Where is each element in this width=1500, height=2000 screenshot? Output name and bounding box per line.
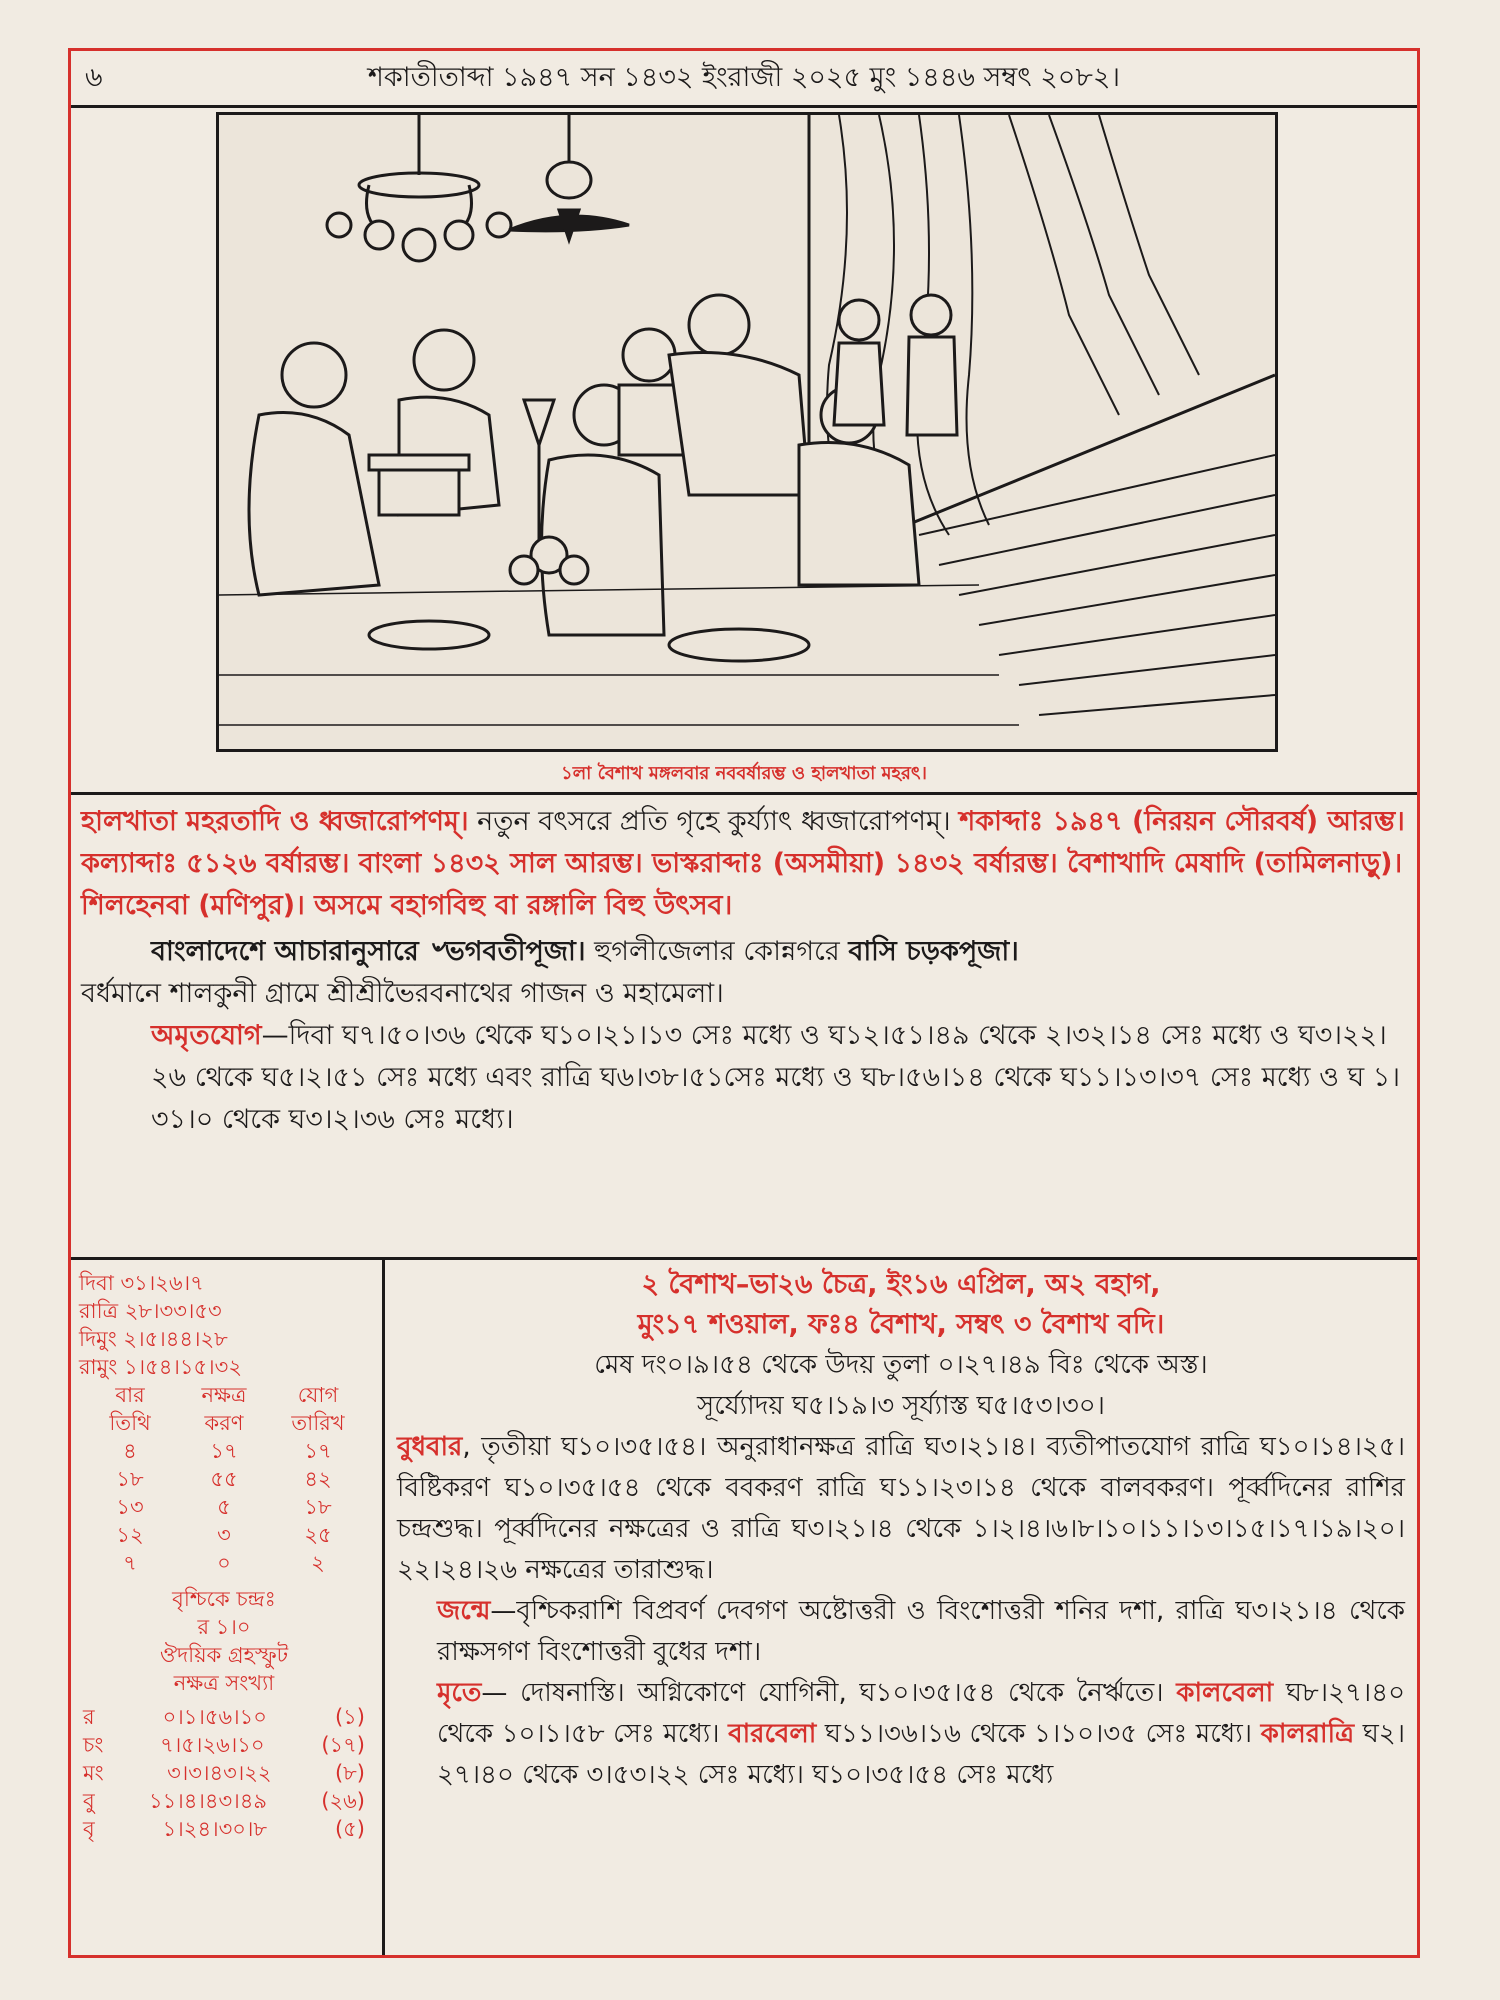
graha-position: ০।১।৫৬।১০ <box>162 1705 267 1729</box>
barbela-text: ঘ১১।৩৬।১৬ থেকে ১।১০।৩৫ সেঃ মধ্যে। <box>816 1719 1261 1749</box>
table-row <box>79 1521 369 1549</box>
era-line: শকাতীতাব্দা ১৯৪৭ সন ১৪৩২ ইংরাজী ২০২৫ মুং ১৪৪৬ সম্বৎ ২০৮২। <box>367 62 1121 93</box>
graha-row <box>79 1731 369 1759</box>
table-cell: ৪ <box>123 1439 137 1463</box>
graha-symbol: বৃ <box>83 1817 95 1841</box>
page-number: ৬ <box>85 62 103 93</box>
table-row <box>79 1549 369 1577</box>
day-details <box>397 1265 1405 1796</box>
graha-nakshatra: (২৬) <box>321 1789 365 1813</box>
amrit-yog-text: —দিবা ঘ৭।৫০।৩৬ থেকে ঘ১০।২১।১৩ সেঃ মধ্যে ও ঘ১২।৫১।৪৯ থেকে ২।৩২।১৪ সেঃ মধ্যে ও ঘ৩।২২।২৬ থেকে ঘ৫।২।৫১ সেঃ মধ্যে এবং রাত্রি ঘ৬।৩৮।৫১সেঃ মধ্যে ও ঘ৮।৫৬।১৪ থেকে ঘ১১।১৩।৩৭ সেঃ মধ্যে ও ঘ ১।৩১।০ থেকে ঘ৩।২।৩৬ সেঃ মধ্যে। <box>151 1020 1400 1135</box>
weekday-paragraph <box>397 1427 1405 1591</box>
table-header-2 <box>79 1409 369 1437</box>
graha-nakshatra: (৮) <box>334 1761 365 1785</box>
graha-position: ৩।৩।৪৩।২২ <box>167 1761 272 1785</box>
graha-position: ১১।৪।৪৩।৪৯ <box>149 1789 267 1813</box>
graha-nakshatra: (১৭) <box>321 1733 365 1757</box>
table-cell: ৭ <box>123 1551 137 1575</box>
table-row <box>79 1493 369 1521</box>
table-cell: ৩ <box>217 1523 231 1547</box>
dimung: দিমুং ২।৫।৪৪।২৮ <box>79 1327 228 1351</box>
chandra-label: বৃশ্চিকে চন্দ্রঃ <box>172 1587 276 1611</box>
table-cell: ০ <box>217 1551 231 1575</box>
graha-nakshatra: (১) <box>334 1705 365 1729</box>
sunrise-line: সূর্য্যোদয় ঘ৫।১৯।৩ সূর্য্যাস্ত ঘ৫।৫৩।৩০। <box>697 1391 1105 1421</box>
graha-label: ঔদয়িক গ্রহস্ফুট <box>159 1643 289 1667</box>
page-frame <box>68 48 1420 1958</box>
section-divider <box>71 1257 1417 1260</box>
header-yog: যোগ <box>297 1383 339 1407</box>
hooghly-text: হুগলীজেলার কোন্নগরে <box>585 936 849 967</box>
halkhata-heading: হালখাতা মহরতাদি ও ধ্বজারোপণম্। <box>81 806 469 837</box>
gajan-paragraph: বর্ধমানে শালকুনী গ্রামে শ্রীশ্রীভৈরবনাথের গাজন ও মহামেলা। <box>81 978 724 1009</box>
graha-row <box>79 1703 369 1731</box>
halkhata-paragraph <box>81 801 1407 927</box>
table-header-1 <box>79 1381 369 1409</box>
graha-position: ১।২৪।৩০।৮ <box>162 1817 268 1841</box>
page-header <box>71 51 1417 108</box>
halkhata-text: নতুন বৎসরে প্রতি গৃহে কুর্য্যাৎ ধ্বজারোপণম্। <box>468 806 951 837</box>
weekday-text: , তৃতীয়া ঘ১০।৩৫।৫৪। অনুরাধানক্ষত্র রাত্রি ঘ৩।২১।৪। ব্যতীপাতযোগ রাত্রি ঘ১০।১৪।২৫। বিষ্টিকরণ ঘ১০।৩৫।৫৪ থেকে ববকরণ রাত্রি ঘ১১।২৩।১৪ থেকে বালবকরণ। পূর্ব্বদিনের রাশির চন্দ্রশুদ্ধ। পূর্ব্বদিনের নক্ষত্রের ও রাত্রি ঘ৩।২১।৪ থেকে ১।২।৪।৬।৮।১০।১১।১৩।১৫।১৭।১৯।২০।২২।২৪।২৬ নক্ষত্রের তারাশুদ্ধ। <box>397 1432 1405 1585</box>
charak-puja: বাসি চড়কপূজা। <box>848 936 1019 967</box>
panjika-sidebar <box>79 1269 369 1843</box>
graha-row <box>79 1759 369 1787</box>
table-row <box>79 1437 369 1465</box>
bhagavati-paragraph <box>81 931 1407 973</box>
mrite-text: — দোষনাস্তি। অগ্নিকোণে যোগিনী, ঘ১০।৩৫।৫৪ থেকে নৈর্ঋতে। <box>481 1678 1177 1708</box>
table-cell: ১৭ <box>210 1439 238 1463</box>
barbela-label: বারবেলা <box>728 1719 817 1749</box>
illustration-caption: ১লা বৈশাখ মঙ্গলবার নববর্ষারম্ভ ও হালখাতা মহরৎ। <box>561 763 927 784</box>
table-cell: ৫ <box>217 1495 231 1519</box>
kalratri-text: ঘ২।২৭।৪০ থেকে ৩।৫৩।২২ সেঃ মধ্যে। ঘ১০।৩৫।৫৪ সেঃ মধ্যে <box>437 1719 1405 1790</box>
graha-symbol: চং <box>83 1733 104 1757</box>
amrit-yog-paragraph <box>81 1015 1407 1141</box>
header-tarikh: তারিখ <box>291 1411 345 1435</box>
ramung: রামুং ১।৫৪।১৫।৩২ <box>79 1355 242 1379</box>
date-line-1: ২ বৈশাখ–ভা২৬ চৈত্র, ইং১৬ এপ্রিল, অ২ বহাগ, <box>641 1269 1161 1300</box>
table-cell: ৫৫ <box>210 1467 238 1491</box>
header-tithi: তিথি <box>109 1411 151 1435</box>
table-cell: ১৮ <box>304 1495 332 1519</box>
night-length: রাত্রি ২৮।৩৩।৫৩ <box>79 1299 222 1323</box>
table-cell: ১৮ <box>116 1467 144 1491</box>
chandra-value: র ১।০ <box>197 1615 251 1639</box>
kalbela-text: ঘ৮।২৭।৪০ থেকে ১০।১।৫৮ সেঃ মধ্যে। <box>437 1678 1405 1749</box>
illustration-drawing <box>219 115 1275 749</box>
bhagavati-puja: বাংলাদেশে আচারানুসারে ৺ভগবতীপূজা। <box>151 936 586 967</box>
graha-symbol: বু <box>83 1789 95 1813</box>
column-divider <box>382 1260 385 1955</box>
table-cell: ৪২ <box>304 1467 332 1491</box>
graha-row <box>79 1815 369 1843</box>
graha-symbol: মং <box>83 1761 104 1785</box>
janme-text: —বৃশ্চিকরাশি বিপ্রবর্ণ দেবগণ অষ্টোত্তরী ও বিংশোত্তরী শনির দশা, রাত্রি ঘ৩।২১।৪ থেকে রাক্ষসগণ বিংশোত্তরী বুধের দশা। <box>437 1596 1405 1667</box>
janme-paragraph <box>397 1591 1405 1673</box>
table-cell: ১৭ <box>304 1439 332 1463</box>
mrite-paragraph <box>397 1673 1405 1796</box>
graha-nakshatra: (৫) <box>334 1817 365 1841</box>
header-nakshatra: নক্ষত্র <box>201 1383 247 1407</box>
kalbela-label: কালবেলা <box>1176 1678 1274 1708</box>
janme-label: জন্মে <box>437 1596 491 1626</box>
mrite-label: মৃতে <box>437 1678 482 1708</box>
mesh-line: মেষ দং০।৯।৫৪ থেকে উদয় তুলা ০।২৭।৪৯ বিঃ থেকে অস্ত। <box>594 1350 1208 1380</box>
graha-row <box>79 1787 369 1815</box>
kalratri-label: কালরাত্রি <box>1260 1719 1355 1749</box>
date-line-2: মুং১৭ শওয়াল, ফঃ৪ বৈশাখ, সম্বৎ ৩ বৈশাখ বদি। <box>637 1309 1165 1340</box>
table-cell: ২ <box>311 1551 325 1575</box>
header-karan: করণ <box>204 1411 244 1435</box>
table-cell: ১৩ <box>116 1495 144 1519</box>
graha-symbol: র <box>83 1705 95 1729</box>
day-length: দিবা ৩১।২৬।৭ <box>79 1271 204 1295</box>
table-row <box>79 1465 369 1493</box>
festival-notes <box>81 801 1407 1141</box>
table-cell: ২৫ <box>304 1523 332 1547</box>
amrit-yog-label: অমৃতযোগ <box>151 1020 262 1051</box>
section-divider <box>71 792 1417 795</box>
weekday-label: বুধবার <box>397 1432 463 1462</box>
header-bar: বার <box>115 1383 145 1407</box>
table-cell: ১২ <box>116 1523 144 1547</box>
nakshatra-count-label: নক্ষত্র সংখ্যা <box>173 1671 275 1695</box>
new-year-eras: শকাব্দাঃ ১৯৪৭ (নিরয়ন সৌরবর্ষ) আরম্ভ। কল্যাব্দাঃ ৫১২৬ বর্ষারম্ভ। বাংলা ১৪৩২ সাল আরম্ভ। ভাস্করাব্দাঃ (অসমীয়া) ১৪৩২ বর্ষারম্ভ। বৈশাখাদি মেষাদি (তামিলনাড়ু)। শিলহেনবা (মণিপুর)। অসমে বহাগবিহু বা রঙ্গালি বিহু উৎসব। <box>81 806 1405 921</box>
festival-illustration <box>216 112 1278 752</box>
graha-position: ৭।৫।২৬।১০ <box>160 1733 265 1757</box>
